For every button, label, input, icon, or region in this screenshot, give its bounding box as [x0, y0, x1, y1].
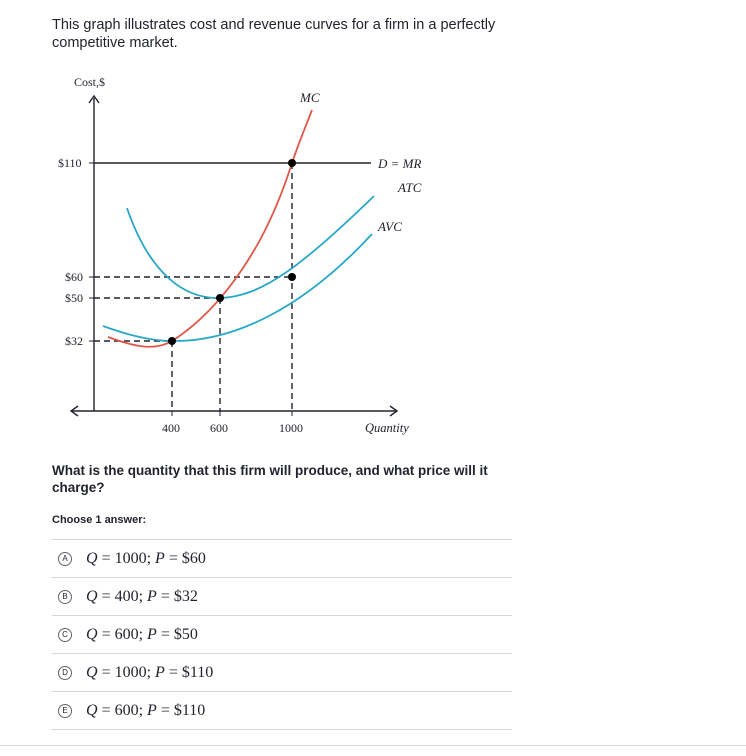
choice-letter-badge: D	[58, 666, 72, 680]
y-tick-label-32: $32	[65, 334, 83, 348]
choice-a[interactable]	[52, 539, 512, 577]
choice-c[interactable]	[52, 615, 512, 653]
avc-label: AVC	[378, 219, 402, 234]
point-avc-min	[168, 337, 176, 345]
choice-letter-badge: C	[58, 628, 72, 642]
choice-text: Q = 400; P = $32	[86, 587, 198, 605]
intro-text: This graph illustrates cost and revenue curves for a firm in a perfectly competitive market.	[52, 17, 496, 51]
mc-label: MC	[300, 90, 320, 105]
x-tick-label-600: 600	[210, 421, 228, 435]
x-tick-label-1000: 1000	[279, 421, 303, 435]
bottom-divider	[0, 745, 746, 746]
y-tick-label-110: $110	[58, 156, 82, 170]
choice-text: Q = 600; P = $50	[86, 625, 198, 643]
x-tick-label-400: 400	[162, 421, 180, 435]
dmr-label: D = MR	[378, 156, 422, 171]
choice-b[interactable]	[52, 577, 512, 615]
avc-curve	[103, 234, 372, 341]
choice-text: Q = 1000; P = $110	[86, 663, 214, 681]
atc-curve	[127, 196, 374, 298]
x-axis-label: Quantity	[365, 421, 409, 435]
point-atc-1000	[288, 273, 296, 281]
choice-text: Q = 1000; P = $60	[86, 549, 206, 567]
choose-label: Choose 1 answer:	[52, 514, 147, 526]
point-atc-min	[216, 294, 224, 302]
point-mc-mr	[288, 159, 296, 167]
choice-d[interactable]	[52, 653, 512, 691]
choice-letter-badge: E	[58, 704, 72, 718]
choice-e[interactable]	[52, 691, 512, 730]
mc-curve	[108, 110, 312, 347]
y-tick-label-50: $50	[65, 291, 83, 305]
choice-letter-badge: B	[58, 590, 72, 604]
y-tick-label-60: $60	[65, 270, 83, 284]
atc-label: ATC	[398, 180, 422, 195]
answer-choices	[52, 539, 512, 730]
choice-letter-badge: A	[58, 552, 72, 566]
choice-text: Q = 600; P = $110	[86, 701, 206, 719]
question-text: What is the quantity that this firm will produce, and what price will it charge?	[52, 463, 488, 495]
y-axis-label: Cost,$	[74, 75, 106, 89]
